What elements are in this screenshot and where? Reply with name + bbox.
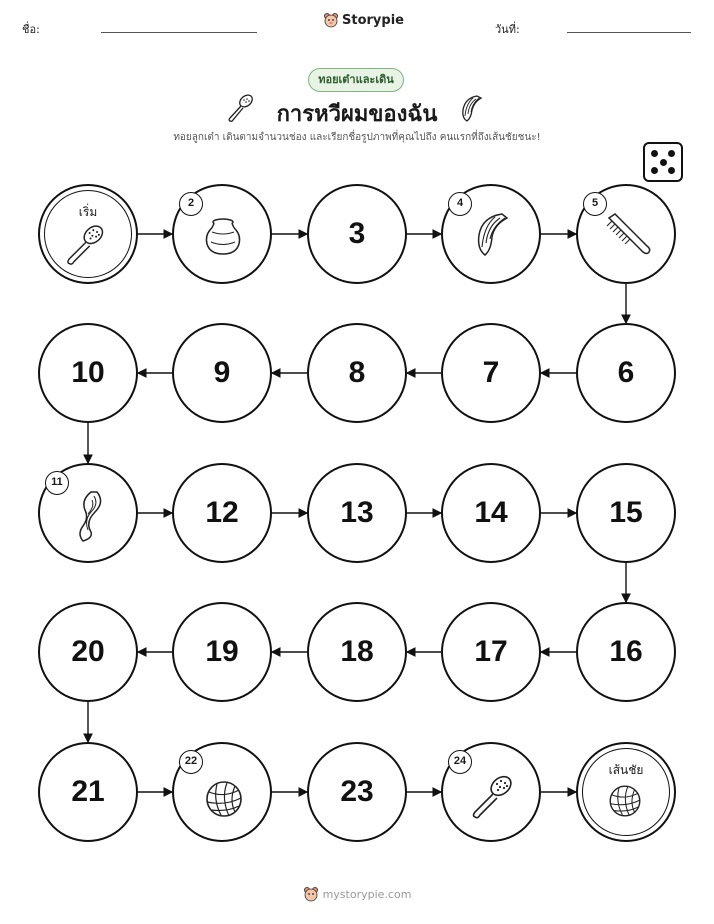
instructions: ทอยลูกเต๋า เดินตามจำนวนช่อง และเรียกชื่อรูปภาพที่คุณไปถึง คนแรกที่ถึงเส้นชัยชนะ! xyxy=(173,132,541,143)
board-space-9 xyxy=(172,323,272,423)
space-number-badge: 11 xyxy=(45,471,69,495)
space-number-badge: 22 xyxy=(179,750,203,774)
space-number: 19 xyxy=(205,635,239,668)
board-space-23 xyxy=(307,742,407,842)
space-number: 21 xyxy=(71,775,105,808)
board-space-17 xyxy=(441,602,541,702)
space-number-badge: 5 xyxy=(583,192,607,216)
hair-strand-icon xyxy=(73,488,107,548)
footer xyxy=(0,886,714,902)
space-number-badge: 2 xyxy=(179,192,203,216)
board-space-24 xyxy=(441,742,541,842)
yarn-ball-icon xyxy=(605,781,645,825)
board-space-3 xyxy=(307,184,407,284)
space-number: 18 xyxy=(340,635,374,668)
space-number: 7 xyxy=(482,356,500,389)
space-number: 8 xyxy=(348,356,366,389)
board-space-13 xyxy=(307,463,407,563)
space-number-badge: 24 xyxy=(448,750,472,774)
space-number: 13 xyxy=(340,496,374,529)
space-number-badge: 4 xyxy=(448,192,472,216)
space-number: 15 xyxy=(609,496,643,529)
name-label: ชื่อ: xyxy=(22,23,40,36)
space-number: 20 xyxy=(71,635,105,668)
board-space-14 xyxy=(441,463,541,563)
space-number: 23 xyxy=(340,775,374,808)
board-space-5 xyxy=(576,184,676,284)
space-number: 9 xyxy=(213,356,231,389)
comb-icon xyxy=(601,208,657,262)
board-space-15 xyxy=(576,463,676,563)
space-number: 3 xyxy=(348,217,366,250)
space-number: 16 xyxy=(609,635,643,668)
space-number: 6 xyxy=(617,356,635,389)
board-space-18 xyxy=(307,602,407,702)
start-space xyxy=(38,184,138,284)
hair-lock-icon xyxy=(470,209,516,263)
board-space-8 xyxy=(307,323,407,423)
board-space-22 xyxy=(172,742,272,842)
board-space-10 xyxy=(38,323,138,423)
board-space-4 xyxy=(441,184,541,284)
hairbrush-icon xyxy=(60,220,110,274)
board-space-2 xyxy=(172,184,272,284)
page-title: การหวีผมของฉัน xyxy=(276,102,438,127)
brand-name: Storypie xyxy=(342,12,404,28)
space-number: 10 xyxy=(71,356,105,389)
space-number: 12 xyxy=(205,496,239,529)
board-space-20 xyxy=(38,602,138,702)
board-space-19 xyxy=(172,602,272,702)
board-space-11 xyxy=(38,463,138,563)
finish-space xyxy=(576,742,676,842)
board-space-7 xyxy=(441,323,541,423)
footer-site: mystorypie.com xyxy=(322,887,412,901)
yarn-ball-icon xyxy=(201,776,247,826)
start-label: เริ่ม xyxy=(78,205,98,219)
jar-icon xyxy=(199,212,247,264)
board-space-6 xyxy=(576,323,676,423)
finish-label: เส้นชัย xyxy=(608,763,644,777)
space-number: 14 xyxy=(474,496,508,529)
board-space-12 xyxy=(172,463,272,563)
hairbrush-icon xyxy=(465,770,519,828)
board-space-16 xyxy=(576,602,676,702)
date-label: วันที่: xyxy=(495,23,520,36)
board-space-21 xyxy=(38,742,138,842)
space-number: 17 xyxy=(474,635,508,668)
game-type-tag: ทอยเต๋าและเดิน xyxy=(308,68,404,92)
bear-icon xyxy=(303,886,319,902)
